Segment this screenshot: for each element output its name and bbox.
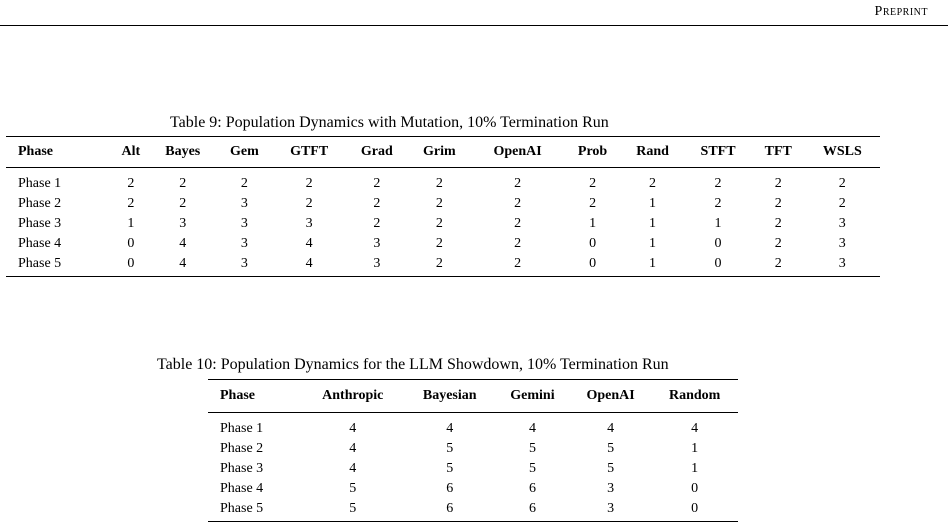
table10-cell: 5 bbox=[446, 461, 454, 476]
table9-cell: 2 bbox=[838, 176, 846, 191]
table9-cell: 2 bbox=[714, 196, 722, 211]
table10-cell: 0 bbox=[691, 501, 699, 516]
table9-cell: 1 bbox=[649, 216, 657, 231]
table10-cell: Phase 2 bbox=[220, 441, 264, 456]
table9-cell: 1 bbox=[589, 216, 597, 231]
table10-cell: 6 bbox=[446, 501, 454, 516]
table9-cell: 2 bbox=[774, 176, 782, 191]
table9-row bbox=[6, 254, 880, 277]
table10-row bbox=[208, 499, 738, 522]
table9-cell: Phase 4 bbox=[18, 236, 62, 251]
table9-cell: 2 bbox=[435, 176, 443, 191]
table10-cell: 5 bbox=[528, 441, 536, 456]
table9-cell: 4 bbox=[305, 256, 313, 271]
table10-cell: 6 bbox=[528, 501, 536, 516]
table9-cell: Phase 1 bbox=[18, 176, 62, 191]
table9-row bbox=[6, 214, 880, 234]
running-header: Preprint bbox=[874, 4, 928, 19]
table10-col-header: Random bbox=[668, 388, 721, 403]
table10-cell: 4 bbox=[349, 441, 357, 456]
table9-col-header: OpenAI bbox=[493, 144, 542, 159]
table9-col-header: STFT bbox=[700, 144, 736, 159]
table9-col-header: Alt bbox=[121, 144, 141, 159]
table9-cell: 4 bbox=[179, 256, 187, 271]
table10-cell: 5 bbox=[446, 441, 454, 456]
table9-cell: 2 bbox=[514, 176, 522, 191]
table9-col-header: Rand bbox=[636, 144, 669, 159]
table9-cell: 0 bbox=[714, 236, 722, 251]
table10-cell: 4 bbox=[691, 421, 699, 436]
header-rule bbox=[0, 25, 948, 26]
table9-cell: 1 bbox=[714, 216, 722, 231]
table9-cell: Phase 3 bbox=[18, 216, 62, 231]
table10-col-header: Anthropic bbox=[322, 388, 384, 403]
table9-cell: 2 bbox=[589, 196, 597, 211]
table10 bbox=[208, 379, 738, 522]
table10-cell: 4 bbox=[528, 421, 536, 436]
table9-cell: 2 bbox=[514, 196, 522, 211]
table9-col-header: Grim bbox=[422, 144, 456, 159]
table9-body bbox=[6, 168, 880, 277]
table9-row bbox=[6, 234, 880, 254]
table9-cell: 2 bbox=[838, 196, 846, 211]
table9-cell: 2 bbox=[514, 256, 522, 271]
table9-cell: 3 bbox=[179, 216, 187, 231]
table9-cell: 0 bbox=[127, 256, 135, 271]
table10-cell: 5 bbox=[349, 481, 357, 496]
table9-cell: 2 bbox=[179, 176, 187, 191]
table10-cell: 5 bbox=[607, 441, 615, 456]
table9-cell: 3 bbox=[373, 236, 381, 251]
table9-col-header: TFT bbox=[764, 144, 792, 159]
table9-cell: 3 bbox=[838, 256, 846, 271]
table10-cell: Phase 1 bbox=[220, 421, 264, 436]
table9-caption: Table 9: Population Dynamics with Mutation, 10% Termination Run bbox=[170, 114, 609, 131]
table9-cell: 3 bbox=[838, 236, 846, 251]
table9-cell: 2 bbox=[514, 236, 522, 251]
table10-cell: 4 bbox=[349, 421, 357, 436]
table9-cell: 3 bbox=[838, 216, 846, 231]
table10-cell: 4 bbox=[607, 421, 615, 436]
table9-cell: Phase 2 bbox=[18, 196, 62, 211]
table9-cell: 2 bbox=[435, 196, 443, 211]
table9-cell: 2 bbox=[435, 256, 443, 271]
table10-cell: 1 bbox=[691, 461, 699, 476]
table10-cell: 6 bbox=[446, 481, 454, 496]
table9-cell: 3 bbox=[240, 256, 248, 271]
table9-col-header: GTFT bbox=[290, 144, 329, 159]
table9-col-header: Prob bbox=[577, 144, 608, 159]
table9-cell: 2 bbox=[774, 196, 782, 211]
table10-col-header: Gemini bbox=[510, 388, 555, 403]
table10-cell: 0 bbox=[691, 481, 699, 496]
table10-cell: 3 bbox=[607, 481, 615, 496]
table9-col-header: Grad bbox=[360, 144, 393, 159]
table9-cell: 3 bbox=[305, 216, 313, 231]
table9-cell: 2 bbox=[305, 176, 313, 191]
table9-cell: 4 bbox=[179, 236, 187, 251]
table10-cell: Phase 3 bbox=[220, 461, 264, 476]
table9-cell: 2 bbox=[127, 196, 135, 211]
table10-cell: 5 bbox=[607, 461, 615, 476]
table9-cell: Phase 5 bbox=[18, 256, 62, 271]
table9-header-row bbox=[6, 137, 880, 168]
table10-row bbox=[208, 413, 738, 440]
table10-row bbox=[208, 439, 738, 459]
table9-col-header: Gem bbox=[230, 144, 259, 159]
table9-col-header: WSLS bbox=[822, 144, 862, 159]
table9-col-header: Phase bbox=[18, 144, 53, 159]
table10-header-row bbox=[208, 380, 738, 413]
table9-cell: 2 bbox=[373, 176, 381, 191]
table10-cell: 4 bbox=[349, 461, 357, 476]
table9-cell: 0 bbox=[589, 236, 597, 251]
table10-col-header: Bayesian bbox=[422, 388, 477, 403]
table9 bbox=[6, 136, 880, 277]
table9-cell: 2 bbox=[774, 236, 782, 251]
table9-cell: 2 bbox=[589, 176, 597, 191]
table10-cell: Phase 5 bbox=[220, 501, 264, 516]
table9-cell: 2 bbox=[649, 176, 657, 191]
table10-cell: 3 bbox=[607, 501, 615, 516]
table9-cell: 3 bbox=[373, 256, 381, 271]
table9-cell: 2 bbox=[774, 256, 782, 271]
table10-cell: 5 bbox=[528, 461, 536, 476]
table9-cell: 0 bbox=[127, 236, 135, 251]
table9-cell: 2 bbox=[305, 196, 313, 211]
table10-row bbox=[208, 479, 738, 499]
table9-cell: 2 bbox=[373, 196, 381, 211]
table9-cell: 0 bbox=[589, 256, 597, 271]
table9-cell: 2 bbox=[373, 216, 381, 231]
table10-cell: Phase 4 bbox=[220, 481, 264, 496]
table10-cell: 1 bbox=[691, 441, 699, 456]
table9-cell: 2 bbox=[240, 176, 248, 191]
table9-cell: 1 bbox=[127, 216, 135, 231]
table9-cell: 2 bbox=[179, 196, 187, 211]
table9-cell: 2 bbox=[435, 236, 443, 251]
table10-cell: 4 bbox=[446, 421, 454, 436]
table9-row bbox=[6, 168, 880, 195]
table9-cell: 3 bbox=[240, 196, 248, 211]
table9-cell: 1 bbox=[649, 236, 657, 251]
table10-row bbox=[208, 459, 738, 479]
table10-cell: 5 bbox=[349, 501, 357, 516]
table9-cell: 3 bbox=[240, 236, 248, 251]
table9-col-header: Bayes bbox=[165, 144, 201, 159]
table10-col-header: Phase bbox=[220, 388, 255, 403]
table9-cell: 0 bbox=[714, 256, 722, 271]
table9-cell: 2 bbox=[714, 176, 722, 191]
table10-cell: 6 bbox=[528, 481, 536, 496]
table10-col-header: OpenAI bbox=[586, 388, 635, 403]
table9-cell: 4 bbox=[305, 236, 313, 251]
table9-cell: 1 bbox=[649, 256, 657, 271]
table9-row bbox=[6, 194, 880, 214]
table9-cell: 2 bbox=[514, 216, 522, 231]
table9-cell: 2 bbox=[435, 216, 443, 231]
table9-cell: 3 bbox=[240, 216, 248, 231]
table10-body bbox=[208, 413, 738, 522]
table9-cell: 2 bbox=[774, 216, 782, 231]
table9-cell: 1 bbox=[649, 196, 657, 211]
table10-caption: Table 10: Population Dynamics for the LLM Showdown, 10% Termination Run bbox=[157, 356, 669, 373]
table9-cell: 2 bbox=[127, 176, 135, 191]
